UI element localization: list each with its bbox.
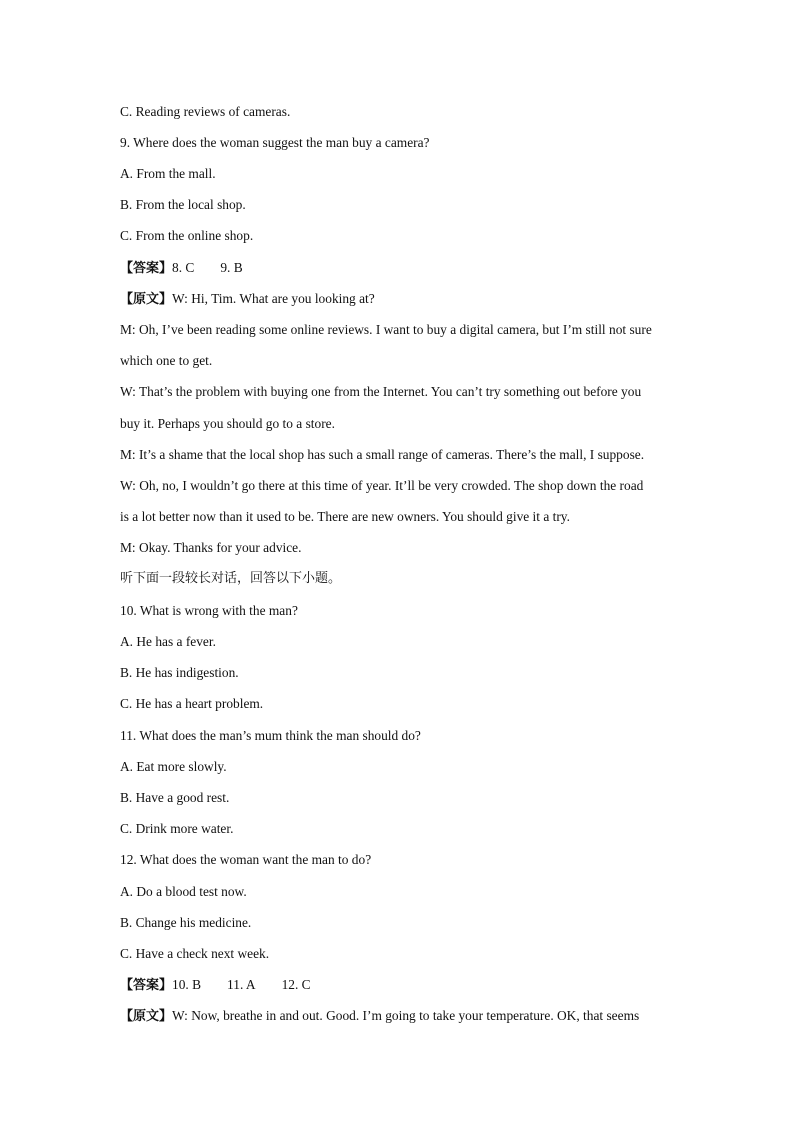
dialogue-line: M: Oh, I’ve been reading some online reviews. I want to buy a digital camera, but I’m still not sure [120,322,652,337]
answer-tag: 【答案】 [120,978,173,993]
option-12c: C. Have a check next week. [120,946,270,961]
answer-item: 8. C [172,260,195,275]
option-9c: C. From the online shop. [120,228,254,243]
transcript-tag: 【原文】 [120,1009,173,1024]
answer-item: 11. A [227,977,256,992]
dialogue-line: M: Okay. Thanks for your advice. [120,540,302,555]
dialogue-line: which one to get. [120,353,213,368]
option-9a: A. From the mall. [120,166,216,181]
answer-line-2 [120,976,680,995]
question-12: 12. What does the woman want the man to do? [120,852,372,867]
transcript-text: W: Hi, Tim. What are you looking at? [172,291,375,306]
dialogue-line: buy it. Perhaps you should go to a store. [120,416,335,431]
transcript-line-2 [120,1007,680,1026]
option-11a: A. Eat more slowly. [120,759,227,774]
option-10c: C. He has a heart problem. [120,696,264,711]
transcript-line-1 [120,290,680,309]
dialogue-line: is a lot better now than it used to be. There are new owners. You should give it a try. [120,509,570,524]
dialogue-line: W: Oh, no, I wouldn’t go there at this time of year. It’ll be very crowded. The shop down the road [120,478,644,493]
dialogue-line: W: That’s the problem with buying one from the Internet. You can’t try something out before you [120,384,642,399]
option-12b: B. Change his medicine. [120,915,252,930]
dialogue-line: M: It’s a shame that the local shop has such a small range of cameras. There’s the mall, I suppose. [120,447,645,462]
option-11b: B. Have a good rest. [120,790,230,805]
question-11: 11. What does the man’s mum think the man should do? [120,728,421,743]
question-9: 9. Where does the woman suggest the man buy a camera? [120,135,430,150]
option-11c: C. Drink more water. [120,821,234,836]
option-12a: A. Do a blood test now. [120,884,247,899]
answer-item: 12. C [281,977,311,992]
answer-item: 9. B [220,260,243,275]
section-instruction: 听下面一段较长对话，回答以下小题。 [120,571,342,586]
answer-line-1 [120,259,680,278]
transcript-text: W: Now, breathe in and out. Good. I’m going to take your temperature. OK, that seems [172,1008,640,1023]
option-9b: B. From the local shop. [120,197,246,212]
transcript-tag: 【原文】 [120,292,173,307]
question-10: 10. What is wrong with the man? [120,603,298,618]
answer-tag: 【答案】 [120,261,173,276]
option-8c: C. Reading reviews of cameras. [120,104,291,119]
option-10b: B. He has indigestion. [120,665,239,680]
answer-item: 10. B [172,977,202,992]
option-10a: A. He has a fever. [120,634,216,649]
